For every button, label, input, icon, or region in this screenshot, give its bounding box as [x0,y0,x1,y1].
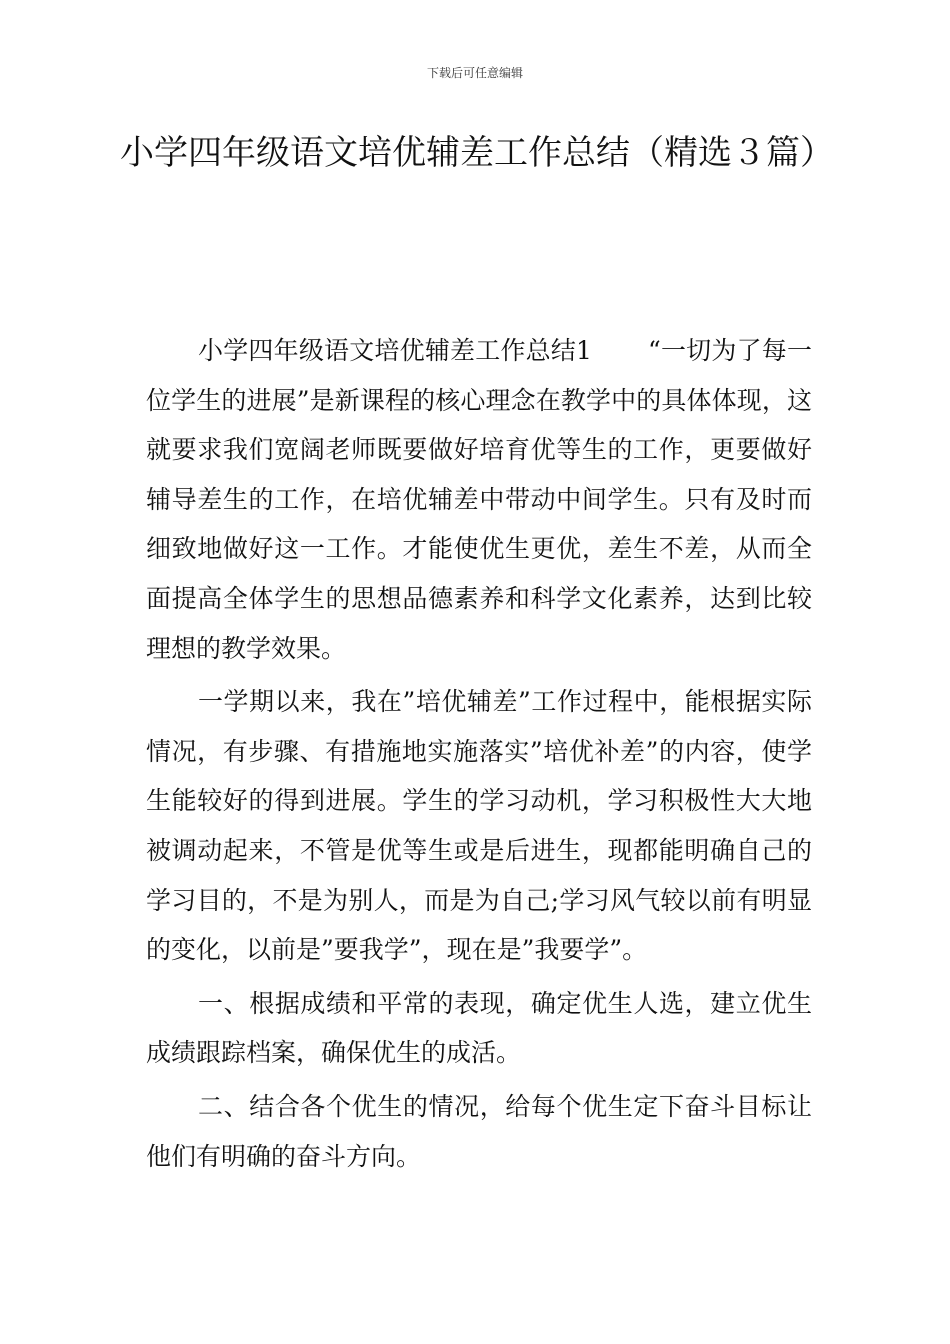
paragraph-3: 一、根据成绩和平常的表现，确定优生人选，建立优生成绩跟踪档案，确保优生的成活。 [146,988,812,1068]
paragraph-1 [146,326,812,673]
paragraph-1-text: “一切为了每一位学生的进展”是新课程的核心理念在教学中的具体体现，这就要求我们宽阔老师既要做好培育优等生的工作，更要做好辅导差生的工作，在培优辅差中带动中间学生。只有及时而细致地做好这一工作。才能使优生更优，差生不差，从而全面提高全体学生的思想品德素养和科学文化素养，达到比较理想的教学效果。 [146,336,812,663]
paragraph-2: 一学期以来，我在”培优辅差”工作过程中，能根据实际情况，有步骤、有措施地实施落实”培优补差”的内容，使学生能较好的得到进展。学生的学习动机，学习积极性大大地被调动起来，不管是优等生或是后进生，现都能明确自己的学习目的，不是为别人，而是为自己;学习风气较以前有明显的变化，以前是”要我学”，现在是”我要学”。 [146,687,812,965]
paragraph-4: 二、结合各个优生的情况，给每个优生定下奋斗目标让他们有明确的奋斗方向。 [146,1091,812,1171]
document-body [146,326,812,1185]
header-note: 下载后可任意编辑 [426,66,523,80]
document-title: 小学四年级语文培优辅差工作总结（精选３篇） [120,133,834,173]
section-heading: 小学四年级语文培优辅差工作总结1 [198,336,592,365]
